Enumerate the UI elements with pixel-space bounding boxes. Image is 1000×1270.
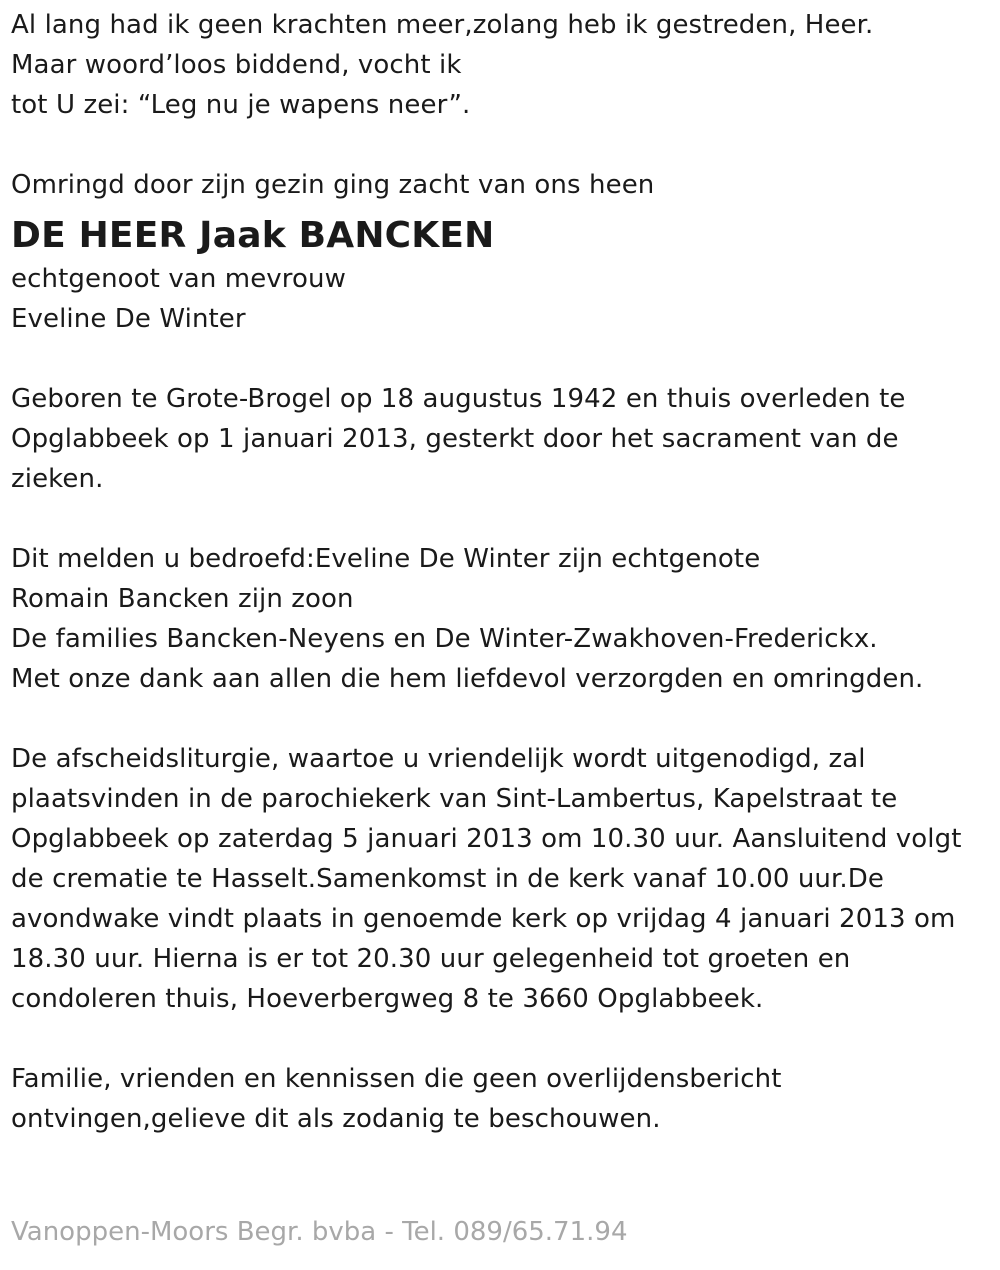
paragraph-line: plaatsvinden in de parochiekerk van Sint-Lambertus, Kapelstraat te [11, 784, 898, 814]
paragraph-line: Opglabbeek op zaterdag 5 januari 2013 om 10.30 uur. Aansluitend volgt [11, 824, 962, 854]
poem-line: Maar woord’loos biddend, vocht ik [11, 50, 462, 80]
paragraph-line: ontvingen,gelieve dit als zodanig te beschouwen. [11, 1104, 661, 1134]
notice-paragraph [11, 1059, 986, 1139]
announcers-paragraph [11, 539, 986, 699]
paragraph-line: zieken. [11, 464, 104, 494]
paragraph-line: Familie, vrienden en kennissen die geen overlijdensbericht [11, 1064, 782, 1094]
spouse-line: Eveline De Winter [11, 304, 246, 334]
paragraph-line: De afscheidsliturgie, waartoe u vriendelijk wordt uitgenodigd, zal [11, 744, 866, 774]
paragraph-line: 18.30 uur. Hierna is er tot 20.30 uur gelegenheid tot groeten en [11, 944, 851, 974]
spouse-block [11, 259, 986, 339]
intro-line: Omringd door zijn gezin ging zacht van ons heen [11, 170, 655, 200]
paragraph-line: de crematie te Hasselt.Samenkomst in de kerk vanaf 10.00 uur.De [11, 864, 884, 894]
poem-line: tot U zei: “Leg nu je wapens neer”. [11, 90, 471, 120]
obituary-text [11, 5, 986, 1139]
paragraph-line: De families Bancken-Neyens en De Winter-Zwakhoven-Frederickx. [11, 624, 878, 654]
paragraph-line: Geboren te Grote-Brogel op 18 augustus 1942 en thuis overleden te [11, 384, 906, 414]
paragraph-line: Romain Bancken zijn zoon [11, 584, 354, 614]
funeral-home-footer: Vanoppen-Moors Begr. bvba - Tel. 089/65.71.94 [11, 1217, 628, 1247]
paragraph-line: condoleren thuis, Hoeverbergweg 8 te 3660 Opglabbeek. [11, 984, 764, 1014]
spouse-line: echtgenoot van mevrouw [11, 264, 346, 294]
poem [11, 5, 986, 125]
paragraph-line: avondwake vindt plaats in genoemde kerk op vrijdag 4 januari 2013 om [11, 904, 956, 934]
paragraph-line: Dit melden u bedroefd:Eveline De Winter zijn echtgenote [11, 544, 761, 574]
paragraph-line: Opglabbeek op 1 januari 2013, gesterkt door het sacrament van de [11, 424, 899, 454]
deceased-name: DE HEER Jaak BANCKEN [11, 215, 495, 256]
birth-death-paragraph [11, 379, 986, 499]
ceremony-paragraph [11, 739, 986, 1019]
poem-line: Al lang had ik geen krachten meer,zolang heb ik gestreden, Heer. [11, 10, 874, 40]
paragraph-line: Met onze dank aan allen die hem liefdevol verzorgden en omringden. [11, 664, 924, 694]
